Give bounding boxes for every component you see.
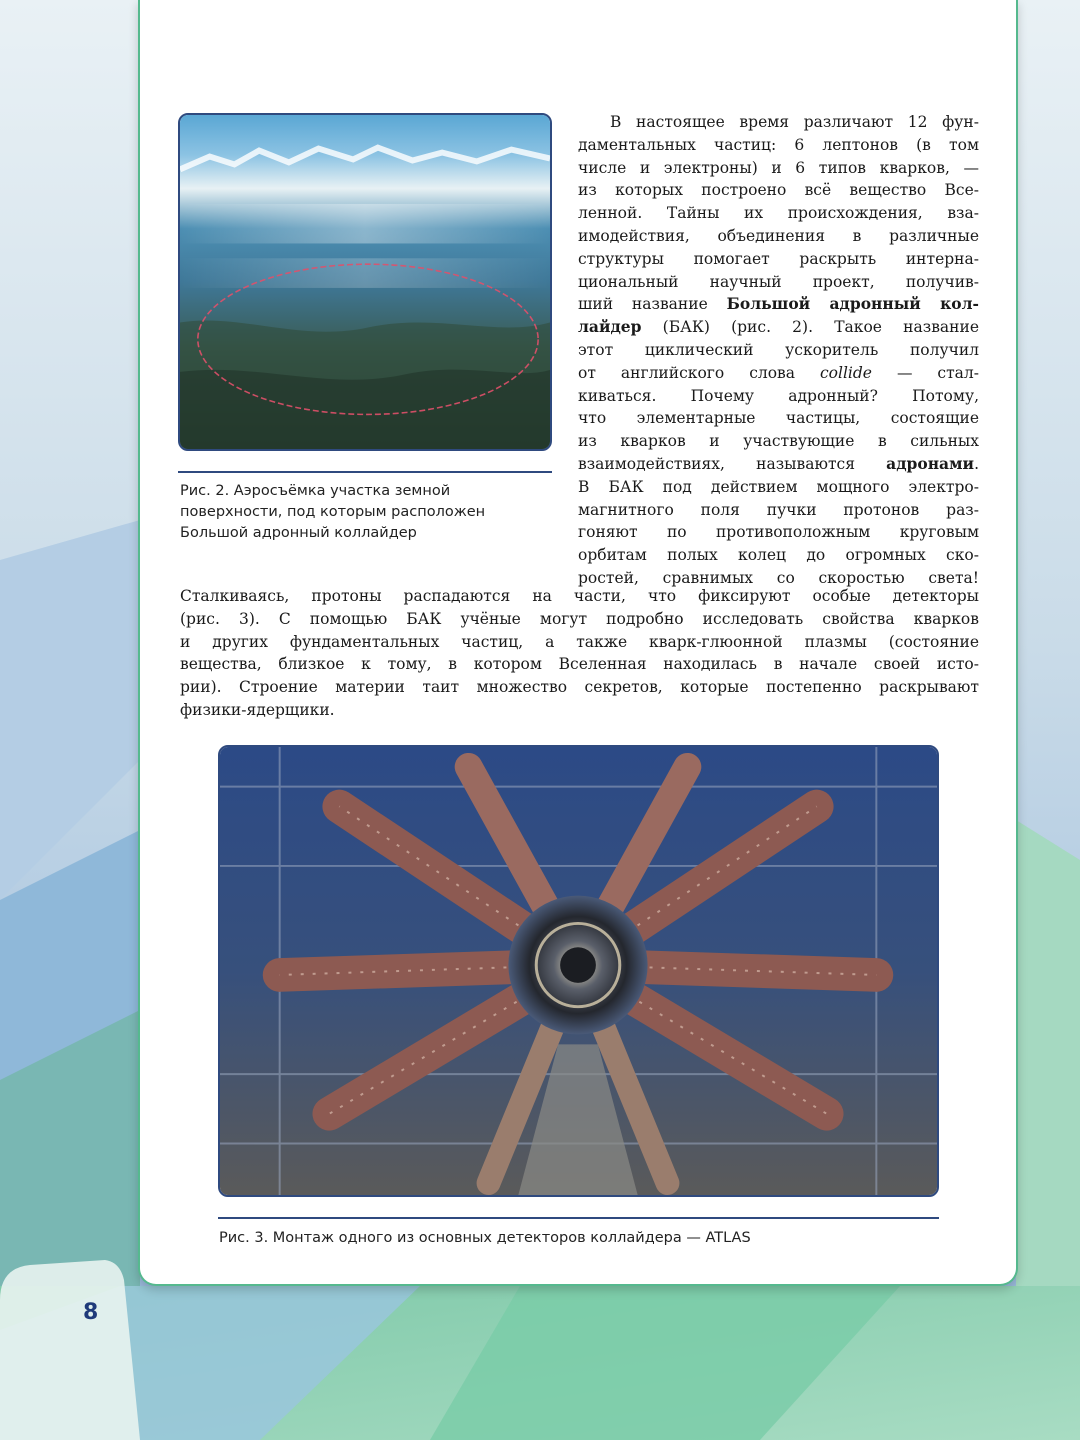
text-line: из которых построено всё вещество Все- (578, 181, 979, 200)
figure-2-caption-rule (178, 471, 552, 473)
text-line (578, 293, 979, 316)
figure-3-caption: Рис. 3. Монтаж одного из основных детекторов коллайдера — ATLAS (219, 1230, 751, 1246)
page-number: 8 (83, 1300, 99, 1325)
caption-line: Рис. 2. Аэросъёмка участка земной (180, 483, 451, 499)
text-line: числе и электроны) и 6 типов кварков, — (578, 158, 979, 177)
text-line: что элементарные частицы, состоящие (578, 409, 979, 428)
text-line (578, 362, 979, 385)
text-line: киваться. Почему адронный? Потому, (578, 386, 979, 405)
text-line: и других фундаментальных частиц, а также кварк-глюонной плазмы (состояние (180, 632, 979, 651)
text-line: циональный научный проект, получив- (578, 272, 979, 291)
figure-3-atlas-photo (218, 745, 939, 1197)
text-line: имодействия, объединения в различные (578, 226, 979, 245)
text-run: . (974, 454, 979, 473)
term-hadrons: адронами (886, 453, 975, 473)
text-line: ленной. Тайны их происхождения, вза- (578, 204, 979, 223)
text-line: ростей, сравнимых со скоростью света! (578, 568, 979, 587)
text-line: В настоящее время различают 12 фун- (610, 113, 979, 131)
text-line (578, 316, 979, 339)
term-bak: лайдер (578, 317, 642, 337)
term-bak: Большой адронный кол- (726, 294, 979, 314)
term-collide: collide (820, 363, 872, 382)
figure-2-caption (180, 481, 560, 544)
text-line (578, 453, 979, 476)
text-line: структуры помогает раскрыть интерна- (578, 249, 979, 268)
body-text-column (578, 111, 979, 590)
text-run: — стал- (871, 363, 980, 382)
text-line: этот циклический ускоритель получил (578, 340, 979, 359)
text-run: от английского слова (578, 363, 820, 382)
text-line: вещества, близкое к тому, в котором Вселенная находилась в начале своей исто- (180, 655, 979, 674)
text-line: магнитного поля пучки протонов раз- (578, 500, 979, 519)
figure-3-caption-rule (218, 1217, 939, 1219)
text-line: даментальных частиц: 6 лептонов (в том (578, 135, 979, 154)
text-run: ший название (578, 295, 727, 314)
figure-2-aerial-photo (178, 113, 552, 451)
caption-line: поверхности, под которым расположен (180, 504, 486, 520)
text-line: В БАК под действием мощного электро- (578, 477, 979, 496)
text-line: (рис. 3). С помощью БАК учёные могут подробно исследовать свойства кварков (180, 609, 979, 628)
text-run: (БАК) (рис. 2). Такое название (641, 318, 979, 337)
text-line: орбитам полых колец до огромных ско- (578, 546, 979, 565)
text-run: взаимодействиях, называются (578, 454, 887, 473)
caption-line: Большой адронный коллайдер (180, 525, 417, 541)
text-line: физики-ядерщики. (180, 700, 335, 719)
text-line: гоняют по противоположным круговым (578, 523, 979, 542)
text-line: из кварков и участвующие в сильных (578, 432, 979, 451)
text-line: рии). Строение материи таит множество секретов, которые постепенно раскрывают (180, 678, 979, 697)
body-text-full (180, 585, 979, 722)
text-line: Сталкиваясь, протоны распадаются на части, что фиксируют особые детекторы (180, 587, 979, 605)
